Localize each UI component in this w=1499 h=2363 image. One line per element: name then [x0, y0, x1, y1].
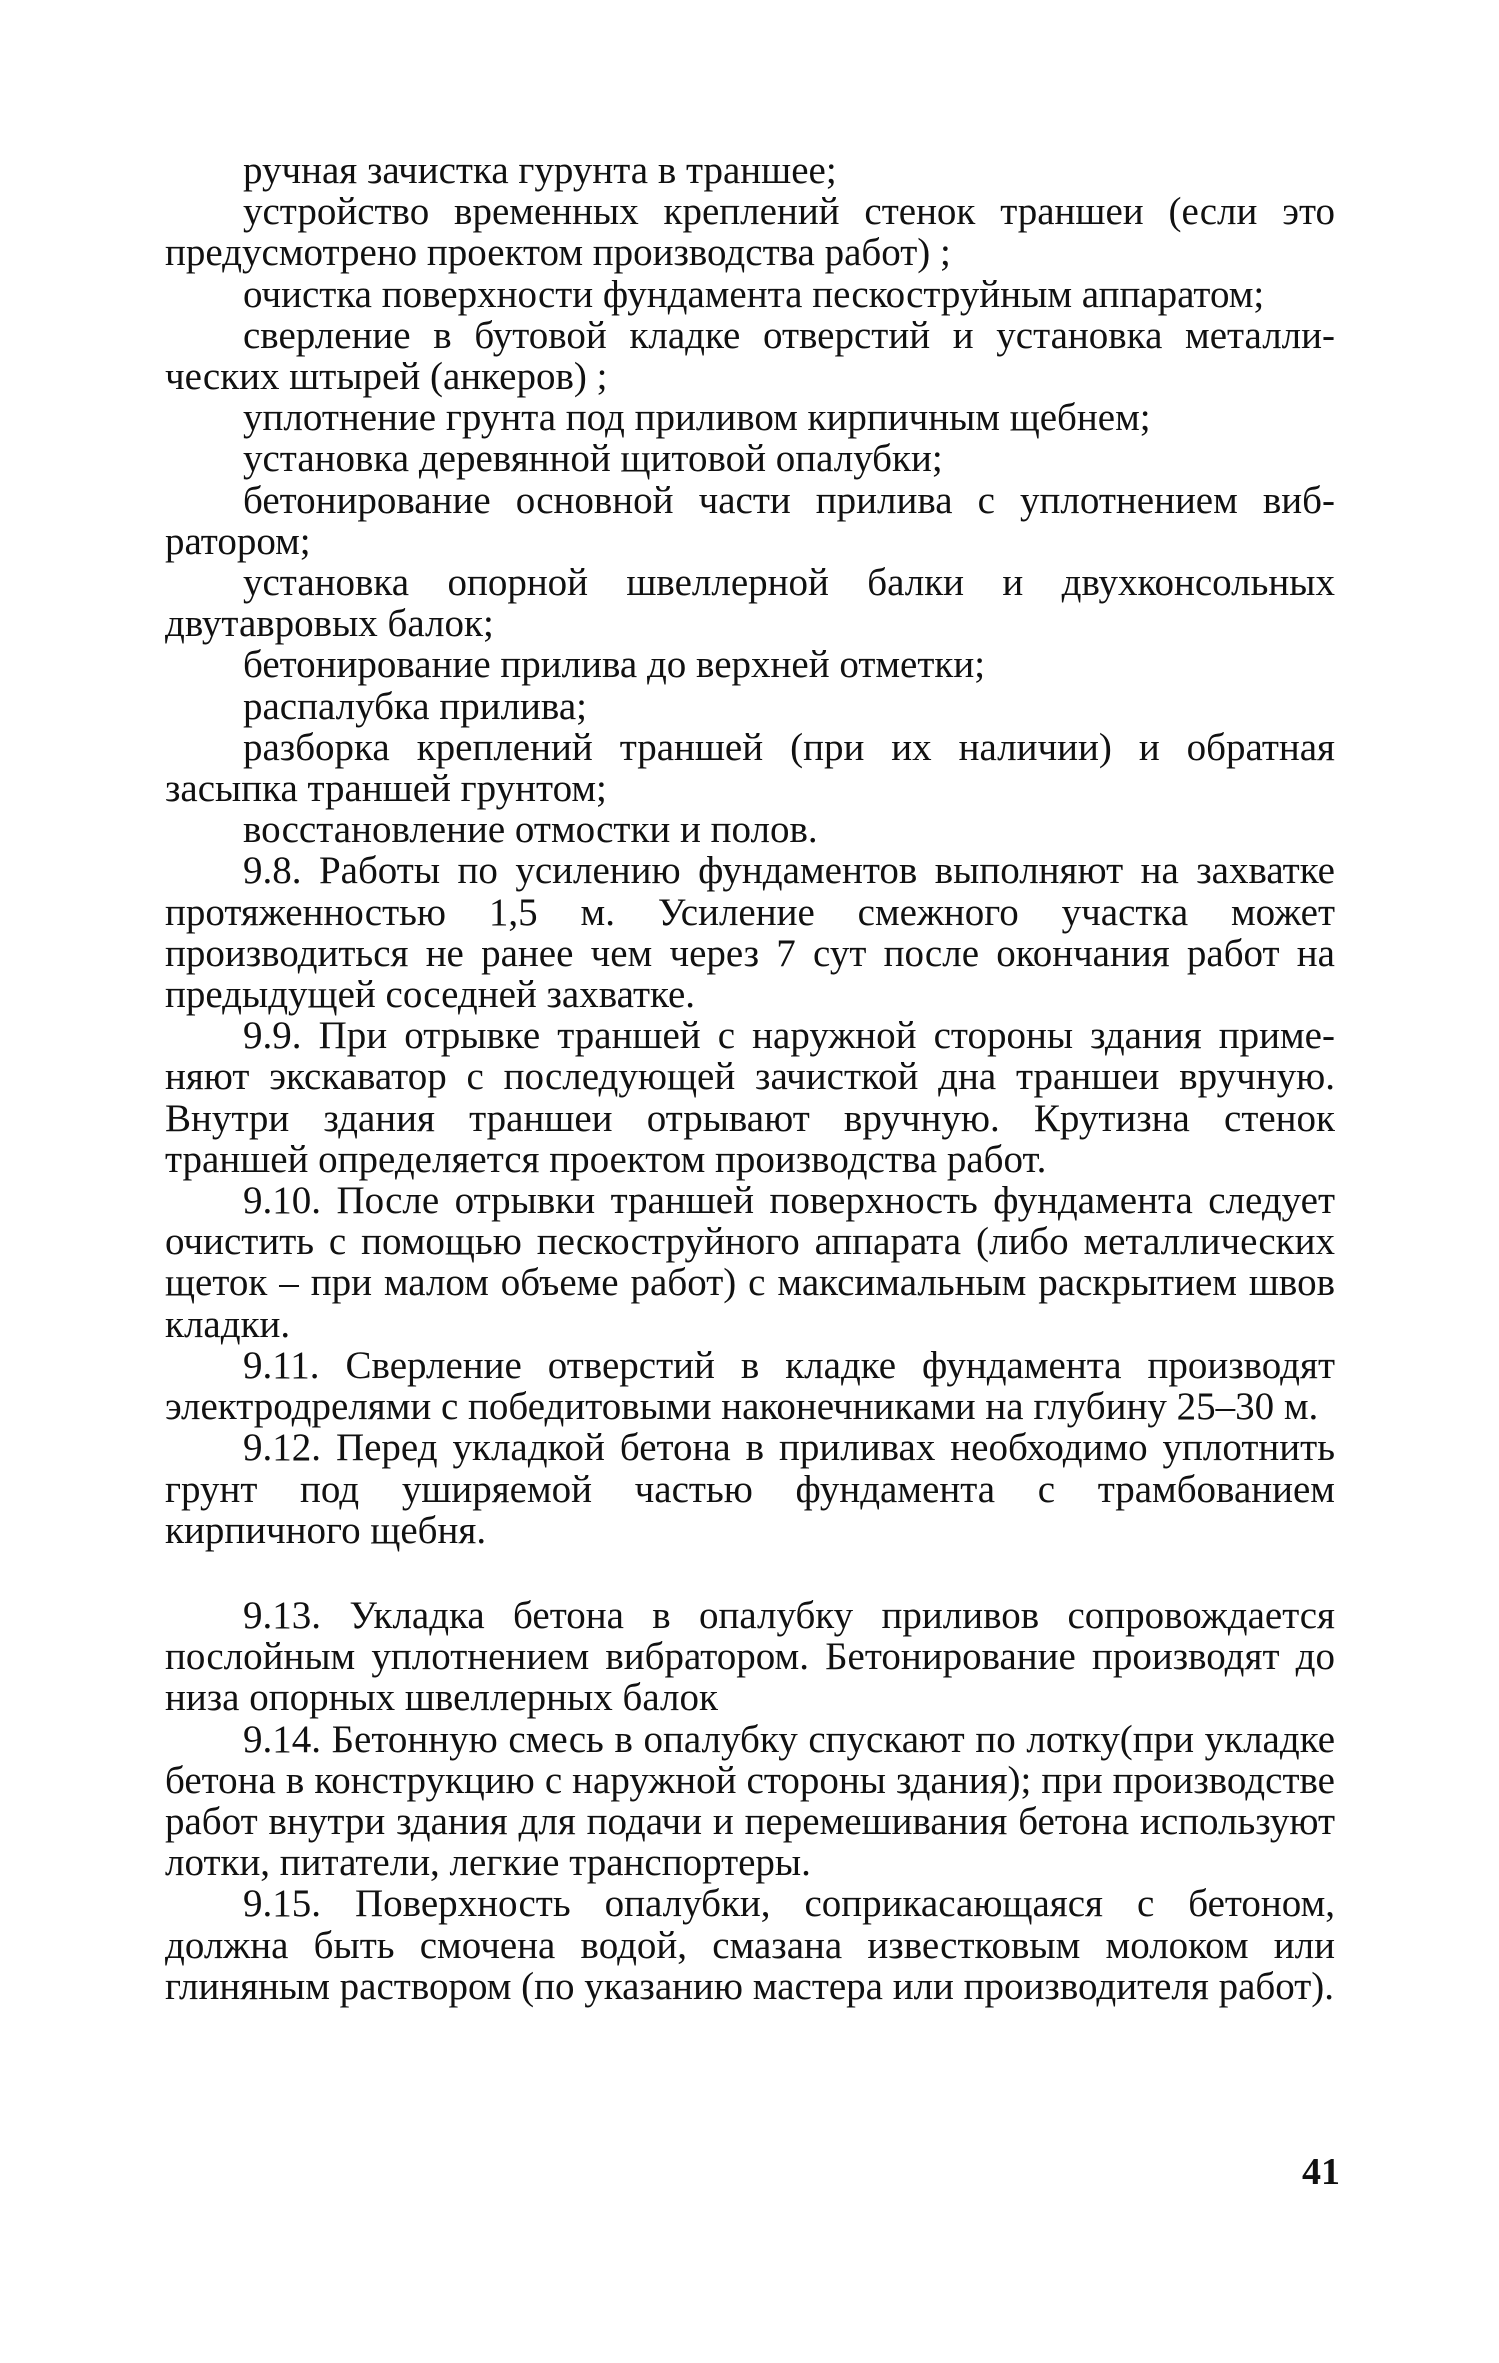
list-item-formwork-install: установка деревянной щитовой опалубки;: [243, 437, 943, 481]
list-item-backfill: разборка креплений траншей (при их наличии) и обратная засыпка траншей грунтом;: [165, 725, 1335, 811]
paragraph-gap: [165, 1551, 1335, 1595]
list-item-sandblasting: очистка поверхности фундамента пескоструйным аппаратом;: [243, 272, 1265, 316]
paragraph-9-8: 9.8. Работы по усилению фундаментов выполняют на захватке протяженностью 1,5 м. Усиление смежного участка может производиться не ранее чем через 7 сут после окончания работ на предыдущей соседней захватке.: [165, 849, 1335, 1017]
paragraph-9-15: 9.15. Поверхность опалубки, соприкасающаяся с бетоном, должна быть смочена водой, смазана известковым молоком или глиняным раствором (по указанию мастера или производителя работ).: [165, 1882, 1335, 2008]
paragraph-9-10: 9.10. После отрывки траншей поверхность фундамента следует очистить с помощью пескоструйного аппарата (либо металлических щеток – при малом объеме работ) с максимальным раскрытием швов кладки.: [165, 1179, 1335, 1346]
paragraph-9-14: 9.14. Бетонную смесь в опалубку спускают по лотку(при укладке бетона в конструкцию с наружной стороны здания); при производстве работ внутри здания для подачи и перемешивания бетона используют лотки, питатели, легкие транспортеры.: [165, 1717, 1335, 1885]
document-page: [165, 150, 1335, 2007]
list-item-soil-compaction: уплотнение грунта под приливом кирпичным щебнем;: [243, 396, 1151, 440]
paragraph-9-9: 9.9. При отрывке траншей с наружной стороны здания применяют экскаватор с последующей зачисткой дна траншеи вручную. Внутри здания траншеи отрывают вручную. Крутизна стенок траншей определяется проектом производства работ.: [165, 1014, 1335, 1181]
paragraph-9-11: 9.11. Сверление отверстий в кладке фундамента производят электродрелями с победитовыми наконечниками на глубину 25–30 м.: [165, 1343, 1335, 1429]
paragraph-9-13: 9.13. Укладка бетона в опалубку приливов сопровождается послойным уплотнением вибратором. Бетонирование производят до низа опорных швеллерных балок: [165, 1593, 1335, 1720]
paragraph-9-12: 9.12. Перед укладкой бетона в приливах необходимо уплотнить грунт под уширяемой частью фундамента с трамбованием кирпичного щебня.: [165, 1426, 1335, 1552]
list-item-restoration: восстановление отмостки и полов.: [243, 808, 818, 852]
list-item-formwork-removal: распалубка прилива;: [243, 684, 587, 728]
list-item-concreting-top: бетонирование прилива до верхней отметки;: [243, 643, 986, 687]
list-item-concreting-main: бетонирование основной части прилива с уплотнением вибратором;: [165, 478, 1335, 563]
list-item-drilling-anchors: сверление в бутовой кладке отверстий и установка металлических штырей (анкеров) ;: [165, 313, 1335, 399]
list-item-beams-install: установка опорной швеллерной балки и двухконсольных двутавровых балок;: [165, 561, 1335, 646]
page-number: 41: [1302, 2151, 1340, 2193]
list-item-trench-supports: устройство временных креплений стенок траншеи (если это предусмотрено проектом производства работ) ;: [165, 190, 1335, 275]
list-item-trench-cleaning: ручная зачистка гурунта в траншее;: [243, 149, 837, 192]
